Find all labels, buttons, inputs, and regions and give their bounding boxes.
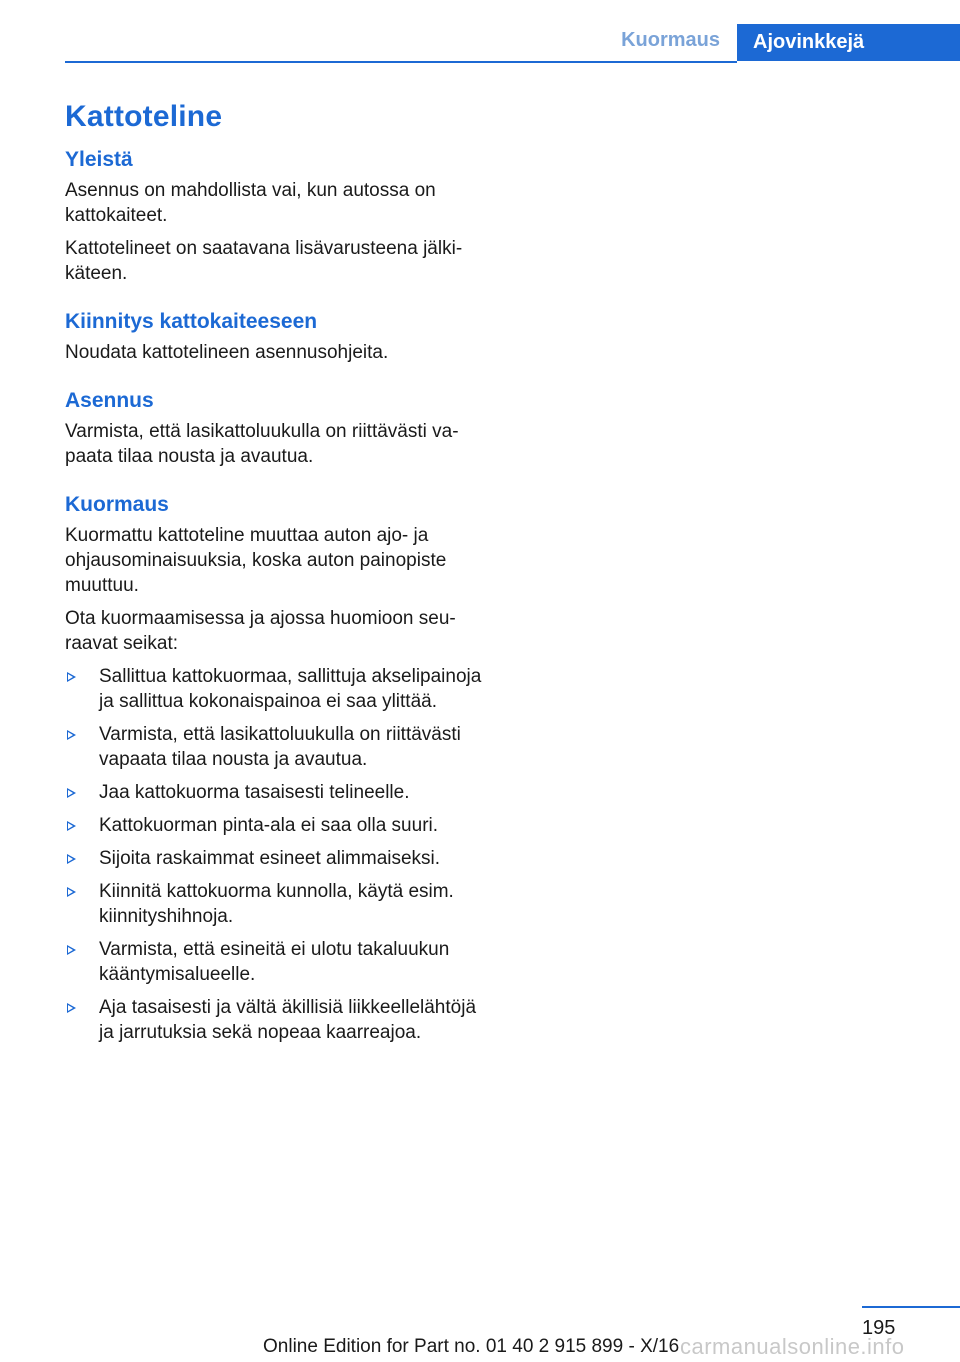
paragraph: Varmista, että lasikattoluukulla on riittävästi vapaata tilaa nousta ja avautua. xyxy=(65,421,459,467)
list-item: Varmista, että esineitä ei ulotu takaluukun kääntymisalueelle. xyxy=(65,937,485,987)
header-chapter-tab: Ajovinkkejä xyxy=(737,24,960,61)
section-heading-general: Yleistä xyxy=(65,148,133,171)
triangle-bullet-icon xyxy=(67,730,76,740)
list-item: Varmista, että lasikattoluukulla on riittävästi vapaata tilaa nousta ja avautua. xyxy=(65,722,485,772)
paragraph: Kattotelineet on saatavana lisävarusteena jälkikäteen. xyxy=(65,238,463,284)
paragraph: Noudata kattotelineen asennusohjeita. xyxy=(65,342,389,363)
triangle-bullet-icon xyxy=(67,945,76,955)
triangle-bullet-icon xyxy=(67,821,76,831)
header-rule xyxy=(65,61,737,63)
section-heading-loading: Kuormaus xyxy=(65,493,169,516)
footer-rule xyxy=(862,1306,960,1308)
triangle-bullet-icon xyxy=(67,854,76,864)
section-heading-mounting: Kiinnitys kattokaiteeseen xyxy=(65,310,318,333)
edition-note: Online Edition for Part no. 01 40 2 915 899 - X/16 xyxy=(263,1336,680,1357)
paragraph: Ota kuormaamisessa ja ajossa huomioon seuraavat seikat: xyxy=(65,608,456,654)
list-item: Sallittua kattokuormaa, sallittuja akselipainoja ja sallittua kokonaispainoa ei saa ylittää. xyxy=(65,664,485,714)
list-item: Aja tasaisesti ja vältä äkillisiä liikkeellelähtöjä ja jarrutuksia sekä nopeaa kaarreajoa. xyxy=(65,995,485,1045)
triangle-bullet-icon xyxy=(67,1003,76,1013)
paragraph: Kuormattu kattoteline muuttaa auton ajo- ja ohjausominaisuuksia, koska auton painopiste muuttuu. xyxy=(65,525,447,596)
triangle-bullet-icon xyxy=(67,672,76,682)
paragraph: Asennus on mahdollista vai, kun autossa on kattokaiteet. xyxy=(65,180,436,226)
page-number: 195 xyxy=(862,1317,896,1339)
page-title: Kattoteline xyxy=(65,100,223,133)
list-item: Jaa kattokuorma tasaisesti telineelle. xyxy=(65,780,485,805)
list-item: Kattokuorman pinta-ala ei saa olla suuri. xyxy=(65,813,485,838)
header-section-label: Kuormaus xyxy=(621,29,720,51)
triangle-bullet-icon xyxy=(67,887,76,897)
page-header xyxy=(0,24,960,62)
list-item: Sijoita raskaimmat esineet alimmaiseksi. xyxy=(65,846,485,871)
section-heading-install: Asennus xyxy=(65,389,154,412)
triangle-bullet-icon xyxy=(67,788,76,798)
watermark: carmanualsonline.info xyxy=(680,1334,905,1359)
main-content xyxy=(65,100,485,1053)
bullet-list xyxy=(65,664,485,1045)
list-item: Kiinnitä kattokuorma kunnolla, käytä esim. kiinnityshihnoja. xyxy=(65,879,485,929)
